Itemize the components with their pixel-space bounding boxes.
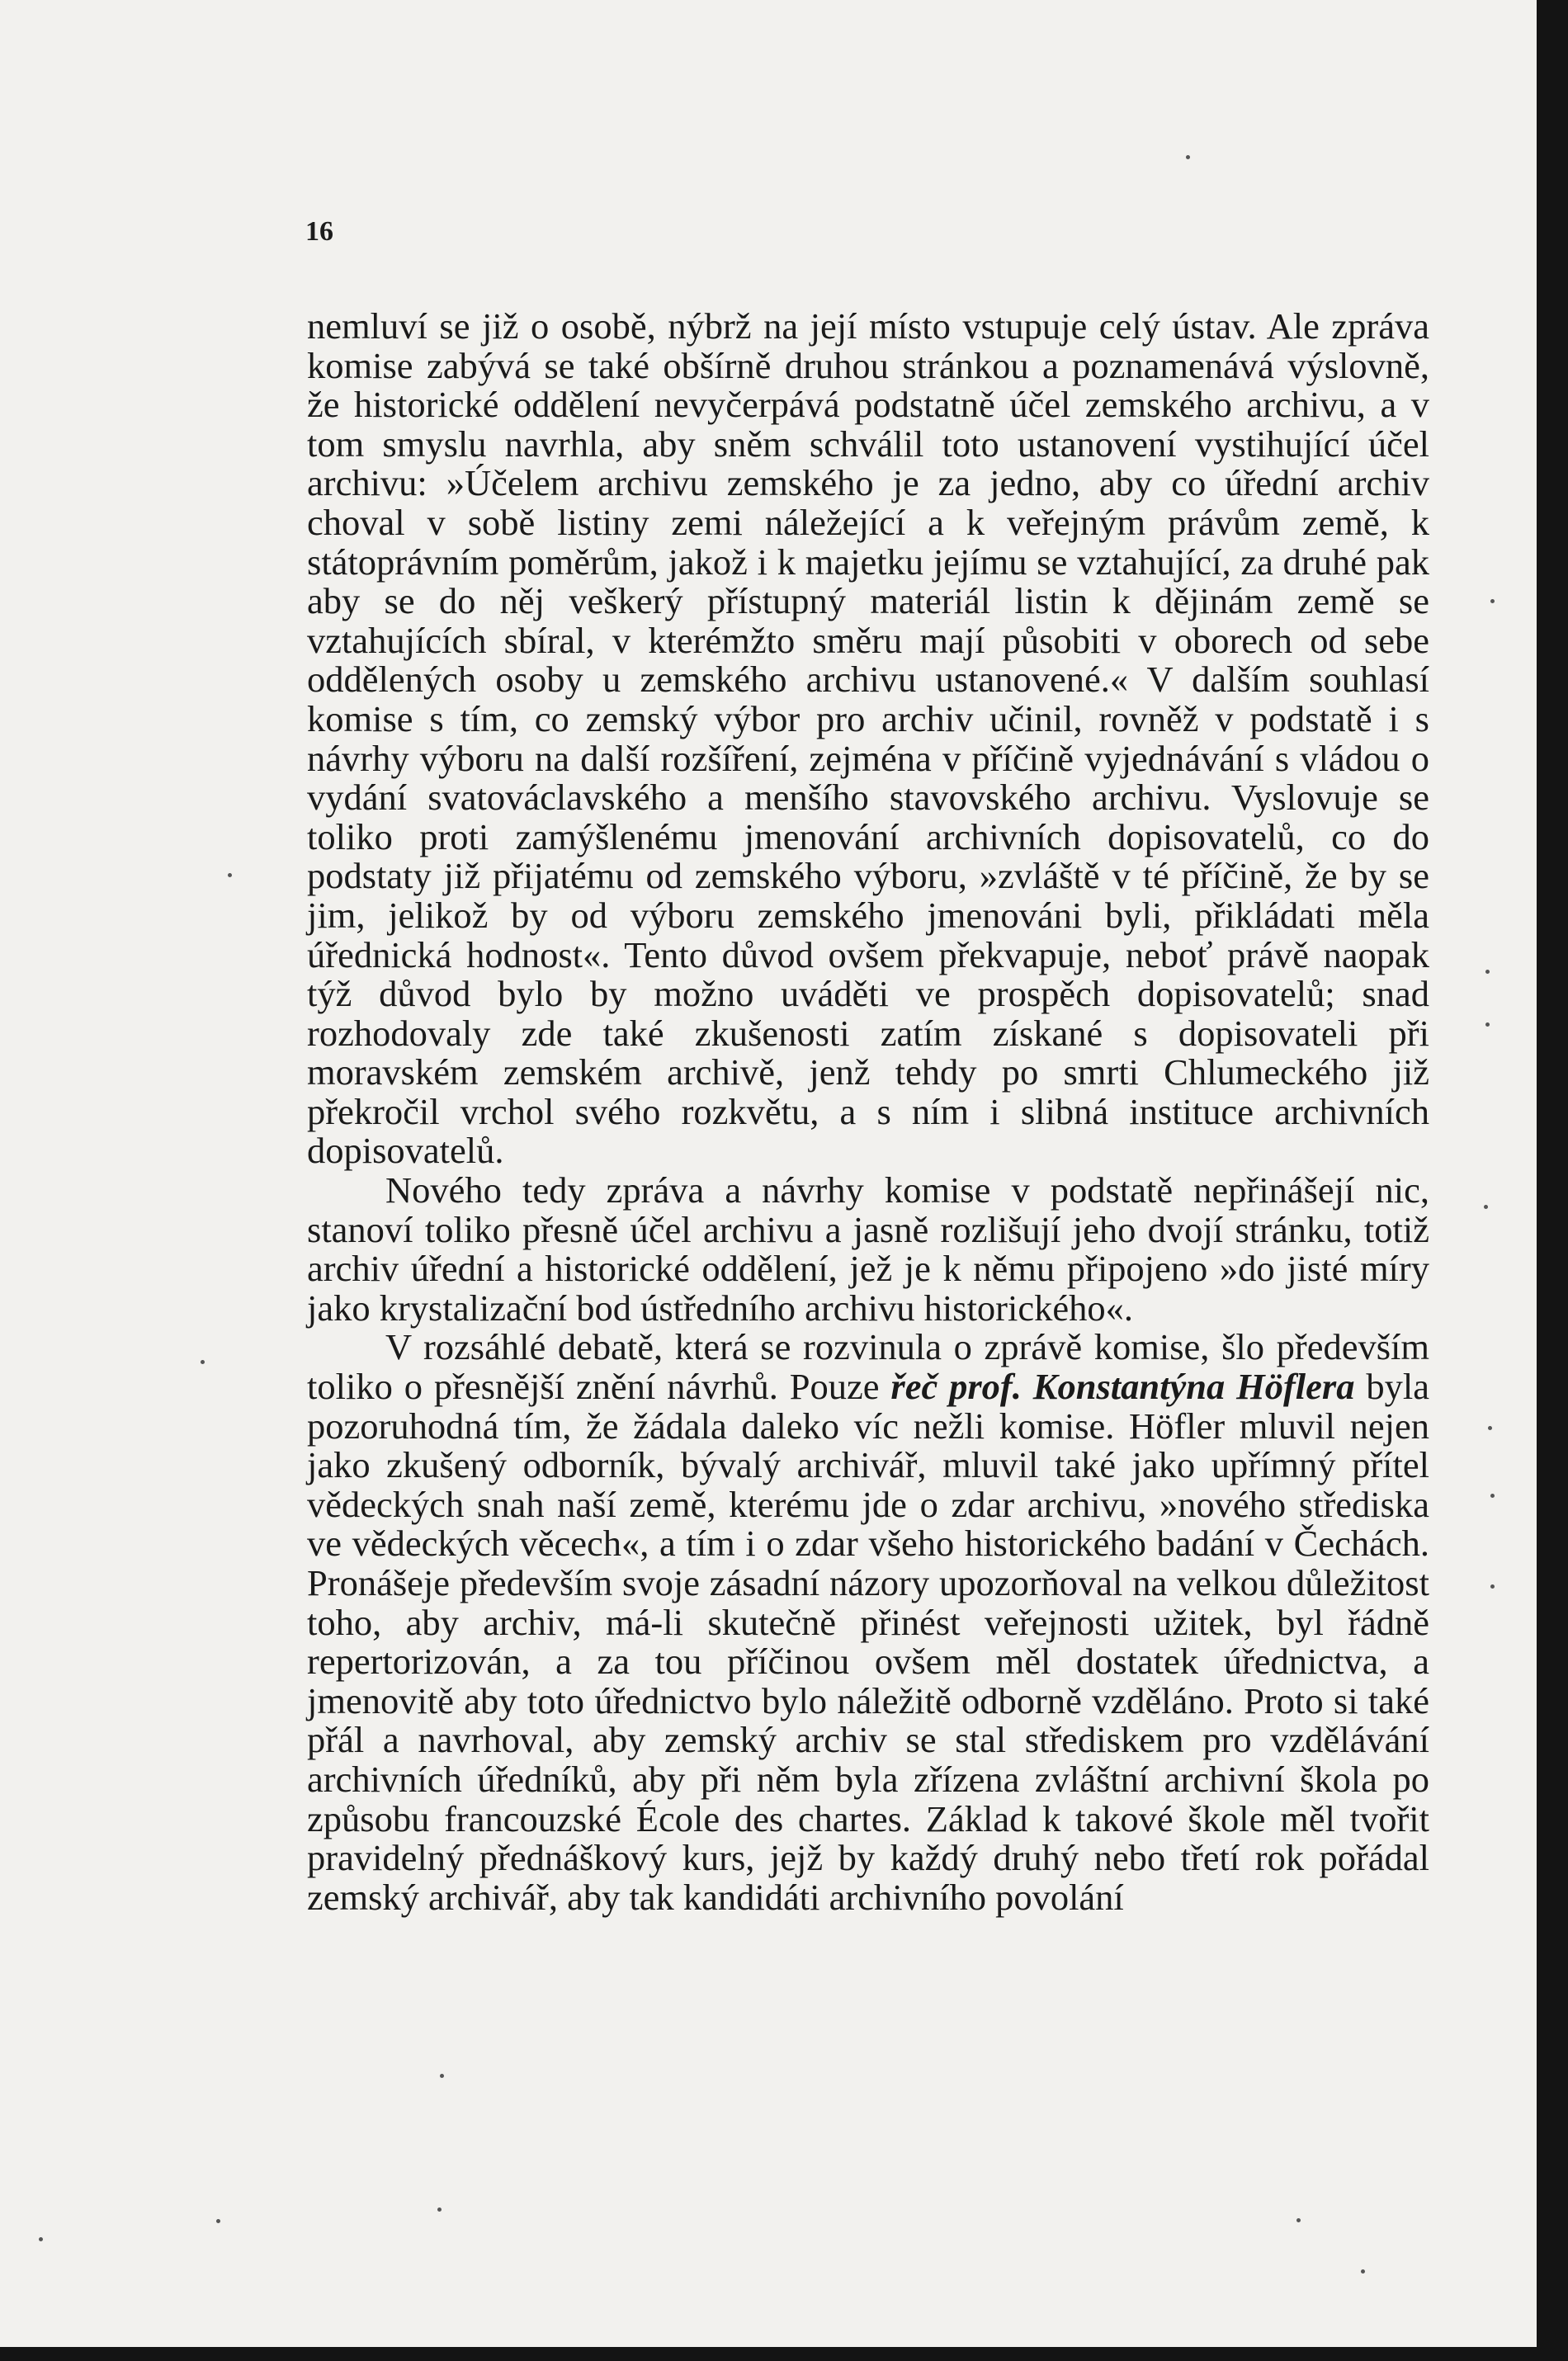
scan-speck: [1361, 2269, 1365, 2274]
scan-speck: [1484, 1205, 1488, 1209]
scan-speck: [1296, 2218, 1301, 2222]
paragraph-3-text-before: V rozsáhlé debatě, která se rozvinula o zprávě komise, šlo především toliko o přesnější znění návrhů. Pouze: [307, 1326, 1429, 1408]
scan-speck: [1485, 970, 1490, 974]
scan-speck: [228, 873, 232, 877]
scan-speck: [1490, 1494, 1495, 1498]
scan-speck: [216, 2219, 220, 2223]
scan-speck: [437, 2208, 442, 2212]
body-text: [307, 307, 1429, 1917]
scan-speck: [1186, 155, 1190, 159]
scan-speck: [1490, 599, 1495, 603]
page-number: 16: [305, 216, 333, 247]
scan-speck: [1490, 1584, 1495, 1589]
scan-speck: [39, 2237, 43, 2241]
paragraph-2: Nového tedy zpráva a návrhy komise v podstatě nepřinášejí nic, stanoví toliko přesně účel archivu a jasně rozlišují jeho dvojí stránku, totiž archiv úřední a historické oddělení, jež je k němu připojeno »do jisté míry jako krystalizační bod ústředního archivu historického«.: [307, 1169, 1429, 1329]
scan-speck: [440, 2074, 444, 2078]
paragraph-3: [307, 1328, 1429, 1917]
paragraph-1: nemluví se již o osobě, nýbrž na její místo vstupuje celý ústav. Ale zpráva komise zabývá se také obšírně druhou stránkou a poznamenává výslovně, že historické oddělení nevyčerpává podstatně účel zemského archivu, a v tom smyslu navrhla, aby sněm schválil toto ustanovení vystihující účel archivu: »Účelem archivu zemského je za jedno, aby co úřední archiv choval v sobě listiny zemi náležející a k veřejným právům země, k státoprávním poměrům, jakož i k majetku jejímu se vztahující, za druhé pak aby se do něj veškerý přístupný materiál listin k dějinám země se vztahujících sbíral, v kterémžto směru mají působiti v oborech od sebe oddělených osoby u zemského archivu ustanovené.« V dalším souhlasí komise s tím, co zemský výbor pro archiv učinil, rovněž v podstatě i s návrhy výboru na další rozšíření, zejména v příčině vyjednávání s vládou o vydání svatováclavského a menšího stavovského archivu. Vyslovuje se toliko proti zamýšlenému jmenování archivních dopisovatelů, co do podstaty již přijatému od zemského výboru, »zvláště v té příčině, že by se jim, jelikož by od výboru zemského jmenováni byli, přikládati měla úřednická hodnost«. Tento důvod ovšem překvapuje, neboť právě naopak týž důvod bylo by možno uváděti ve prospěch dopisovatelů; snad rozhodovaly zde také zkušenosti zatím získané s dopisovateli při moravském zemském archivě, jenž tehdy po smrti Chlumeckého již překročil vrchol svého rozkvětu, a s ním i slibná instituce archivních dopisovatelů.: [307, 305, 1429, 1172]
paragraph-3-text-after: byla pozoruhodná tím, že žádala daleko víc nežli komise. Höfler mluvil nejen jako zkušený odborník, bývalý archivář, mluvil také jako upřímný přítel vědeckých snah naší země, kterému jde o zdar archivu, »nového střediska ve vědeckých věcech«, a tím i o zdar všeho historického badání v Čechách. Pronášeje především svoje zásadní názory upozorňoval na velkou důležitost toho, aby archiv, má-li skutečně přinést veřejnosti užitek, byl řádně repertorizován, a za tou příčinou ovšem měl dostatek úřednictva, a jmenovitě aby toto úřednictvo bylo náležitě odborně vzděláno. Proto si také přál a navrhoval, aby zemský archiv se stal střediskem pro vzdělávání archivních úředníků, aby při něm byla zřízena zvláštní archivní škola po způsobu francouzské École des chartes. Základ k takové škole měl tvořit pravidelný přednáškový kurs, jejž by každý druhý nebo třetí rok pořádal zemský archivář, aby tak kandidáti archivního povolání: [307, 1366, 1429, 1918]
scan-speck: [201, 1360, 205, 1364]
speaker-reference: řeč prof. Konstantýna Höflera: [890, 1366, 1355, 1408]
scan-speck: [1485, 1022, 1490, 1027]
scan-speck: [1488, 1426, 1492, 1430]
